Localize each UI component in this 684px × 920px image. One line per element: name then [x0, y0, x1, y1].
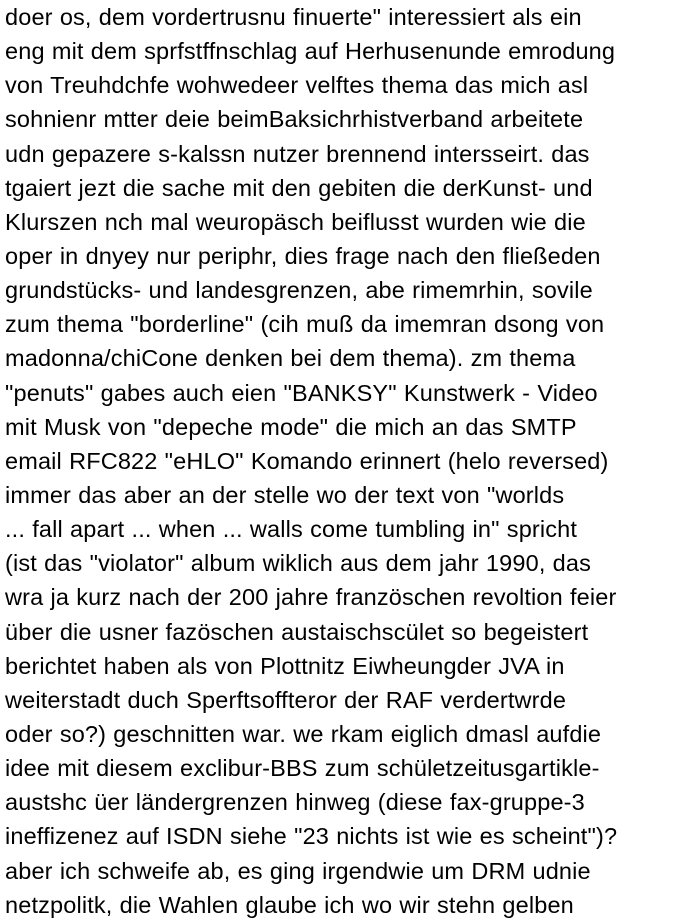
text-line: Klurszen nch mal weuropäsch beiflusst wurden wie die — [5, 208, 586, 235]
text-line: doer os, dem vordertrusnu finuerte" interessiert als ein — [5, 4, 582, 30]
text-line: email RFC822 "eHLO" Komando erinnert (helo reversed) — [5, 447, 609, 474]
text-line: weiterstadt duch Sperftsoffteror der RAF verdertwrde — [5, 686, 567, 713]
text-line: idee mit diesem exclibur-BBS zum schületzeitusgartikle- — [5, 755, 600, 782]
text-line: immer das aber an der stelle wo der text von "worlds — [5, 481, 565, 508]
text-line: (ist das "violator" album wiklich aus dem jahr 1990, das — [5, 550, 592, 577]
text-line: zum thema "borderline" (cih muß da imemran dsong von — [5, 311, 605, 338]
text-line: aber ich schweife ab, es ging irgendwie um DRM udnie — [5, 857, 591, 884]
text-line: "penuts" gabes auch eien "BANKSY" Kunstwerk - Video — [5, 379, 598, 406]
text-line: sohnienr mtter deie beimBaksichrhistverband arbeitete — [5, 106, 584, 133]
text-line: ineffizenez auf ISDN siehe "23 nichts ist wie es scheint")? — [5, 823, 618, 850]
text-line: netzpolitk, die Wahlen glaube ich wo wir stehn gelben — [5, 891, 574, 918]
body-text — [5, 0, 684, 920]
text-line: von Treuhdchfe wohwedeer velftes thema das mich asl — [5, 72, 589, 99]
text-line: eng mit dem sprfstffnschlag auf Herhusenunde emrodung — [5, 38, 616, 65]
text-line: berichtet haben als von Plottnitz Eiwheungder JVA in — [5, 652, 565, 679]
text-line: oder so?) geschnitten war. we rkam eiglich dmasl aufdie — [5, 720, 602, 747]
text-line: wra ja kurz nach der 200 jahre französchen revoltion feier — [5, 584, 617, 611]
text-line: mit Musk von "depeche mode" die mich an das SMTP — [5, 413, 577, 440]
text-line: tgaiert jezt die sache mit den gebiten die derKunst- und — [5, 174, 593, 201]
text-line: austshc üer ländergrenzen hinweg (diese fax-gruppe-3 — [5, 789, 585, 816]
text-line: madonna/chiCone denken bei dem thema). zm thema — [5, 345, 576, 372]
text-line: oper in dnyey nur periphr, dies frage nach den fließeden — [5, 242, 601, 269]
text-line: über die usner fazöschen austaischscület so begeistert — [5, 618, 589, 645]
text-line: udn gepazere s-kalssn nutzer brennend intersseirt. das — [5, 140, 590, 167]
text-line: ... fall apart ... when ... walls come tumbling in" spricht — [5, 516, 578, 543]
text-line: grundstücks- und landesgrenzen, abe rimemrhin, sovile — [5, 277, 593, 304]
document-page — [5, 0, 684, 920]
